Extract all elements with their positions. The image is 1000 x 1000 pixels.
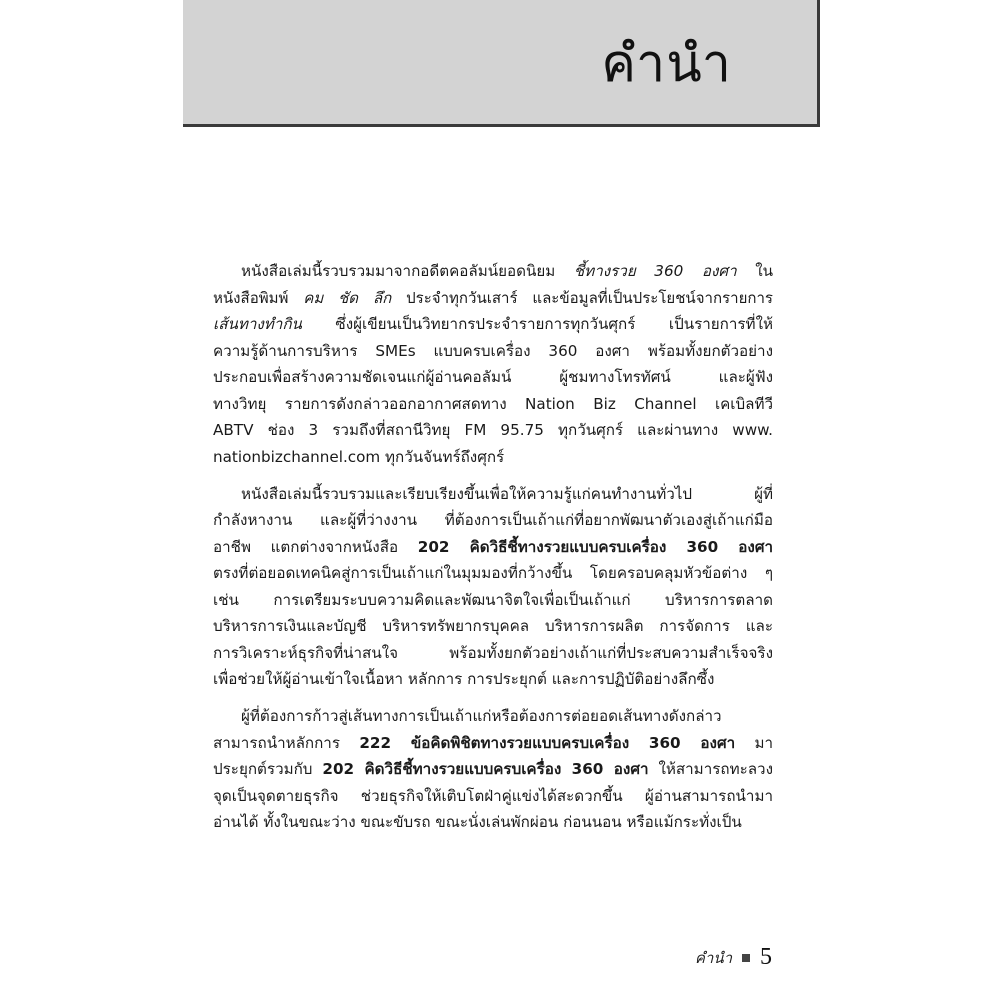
paragraph-gap	[213, 693, 773, 704]
text-run: การวิเคราะห์ธุรกิจที่น่าสนใจ พร้อมทั้งยกตัวอย่างเถ้าแก่ที่ประสบความสำเร็จจริง	[213, 643, 773, 662]
text-run: มา	[735, 733, 773, 752]
text-run: ประจำทุกวันเสาร์ และข้อมูลที่เป็นประโยชน์จากรายการ	[391, 288, 773, 307]
text-line	[213, 481, 773, 508]
text-run: อ่านได้ ทั้งในขณะว่าง ขณะขับรถ ขณะนั่งเล่นพักผ่อน ก่อนนอน หรือแม้กระทั่งเป็น	[213, 813, 742, 831]
text-run: เพื่อช่วยให้ผู้อ่านเข้าใจเนื้อหา หลักการ การประยุกต์ และการปฏิบัติอย่างลึกซึ้ง	[213, 670, 715, 688]
text-run: nationbizchannel.com ทุกวันจันทร์ถึงศุกร์	[213, 447, 505, 466]
italic-text: คม ชัด ลึก	[303, 288, 392, 307]
text-run: หนังสือพิมพ์	[213, 288, 304, 307]
text-line	[213, 338, 773, 365]
italic-text: ชี้ทางรวย 360 องศา	[573, 262, 737, 280]
text-run: ABTV ช่อง 3 รวมถึงที่สถานีวิทยุ FM 95.75 ทุกวันศุกร์ และผ่านทาง www.	[213, 421, 773, 439]
text-line	[213, 756, 773, 783]
text-line	[213, 809, 773, 836]
text-line	[213, 640, 773, 667]
text-run: เช่น การเตรียมระบบความคิดและพัฒนาจิตใจเพื่อเป็นเถ้าแก่ บริหารการตลาด	[213, 590, 773, 609]
body-text	[213, 258, 773, 836]
bold-text: 202 คิดวิธีชี้ทางรวยแบบครบเครื่อง 360 องศา	[417, 537, 773, 556]
text-run: สามารถนำหลักการ	[213, 733, 360, 752]
text-run: ความรู้ด้านการบริหาร SMEs แบบครบเครื่อง 360 องศา พร้อมทั้งยกตัวอย่าง	[213, 341, 773, 360]
text-run: ทางวิทยุ รายการดังกล่าวออกอากาศสดทาง Nation Biz Channel เคเบิลทีวี	[213, 394, 773, 413]
bold-text: 202 คิดวิธีชี้ทางรวยแบบครบเครื่อง 360 องศา	[322, 760, 649, 778]
text-run: ใน	[736, 262, 773, 280]
text-line	[213, 783, 773, 810]
text-run: กำลังหางาน และผู้ที่ว่างงาน ที่ต้องการเป็นเถ้าแก่ที่อยากพัฒนาตัวเองสู่เถ้าแก่มือ	[213, 511, 773, 529]
text-line	[213, 444, 773, 471]
text-run: ประยุกต์รวมกับ	[213, 760, 323, 778]
footer-section-label: คำนำ	[694, 948, 732, 967]
text-line	[213, 703, 773, 730]
paragraph	[213, 258, 773, 470]
text-run: หนังสือเล่มนี้รวบรวมมาจากอดีตคอลัมน์ยอดนิยม	[241, 262, 574, 280]
paragraph-gap	[213, 470, 773, 481]
text-run: ผู้ที่ต้องการก้าวสู่เส้นทางการเป็นเถ้าแก่หรือต้องการต่อยอดเส้นทางดังกล่าว	[241, 707, 722, 725]
text-run: อาชีพ แตกต่างจากหนังสือ	[213, 537, 418, 556]
text-line	[213, 258, 773, 285]
text-line	[213, 666, 773, 693]
paragraph	[213, 703, 773, 836]
text-line	[213, 613, 773, 640]
paragraph	[213, 481, 773, 693]
page-title: คำนำ	[601, 34, 732, 94]
text-line	[213, 587, 773, 614]
text-line	[213, 730, 773, 757]
text-run: จุดเป็นจุดตายธุรกิจ ช่วยธุรกิจให้เติบโตฝ่าคู่แข่งได้สะดวกขึ้น ผู้อ่านสามารถนำมา	[213, 786, 773, 805]
text-line	[213, 391, 773, 418]
text-run: บริหารการเงินและบัญชี บริหารทรัพยากรบุคคล บริหารการผลิต การจัดการ และ	[213, 617, 773, 635]
text-run: ประกอบเพื่อสร้างความชัดเจนแก่ผู้อ่านคอลัมน์ ผู้ชมทางโทรทัศน์ และผู้ฟัง	[213, 368, 773, 386]
text-run: ซึ่งผู้เขียนเป็นวิทยากรประจำรายการทุกวันศุกร์ เป็นรายการที่ให้	[301, 315, 773, 333]
text-run: ให้สามารถทะลวง	[648, 760, 773, 778]
text-run: หนังสือเล่มนี้รวบรวมและเรียบเรียงขึ้นเพื่อให้ความรู้แก่คนทำงานทั่วไป ผู้ที่	[241, 484, 773, 503]
text-line	[213, 560, 773, 587]
bold-text: 222 ข้อคิดพิชิตทางรวยแบบครบเครื่อง 360 องศา	[359, 733, 736, 752]
page-footer	[695, 944, 772, 971]
text-line	[213, 364, 773, 391]
italic-text: เส้นทางทำกิน	[213, 315, 302, 333]
text-run: ตรงที่ต่อยอดเทคนิคสู่การเป็นเถ้าแก่ในมุมมองที่กว้างขึ้น โดยครอบคลุมหัวข้อต่าง ๆ	[213, 564, 773, 582]
text-line	[213, 285, 773, 312]
page-number: 5	[760, 944, 772, 970]
text-line	[213, 507, 773, 534]
square-bullet-icon	[742, 954, 750, 962]
text-line	[213, 534, 773, 561]
text-line	[213, 311, 773, 338]
text-line	[213, 417, 773, 444]
